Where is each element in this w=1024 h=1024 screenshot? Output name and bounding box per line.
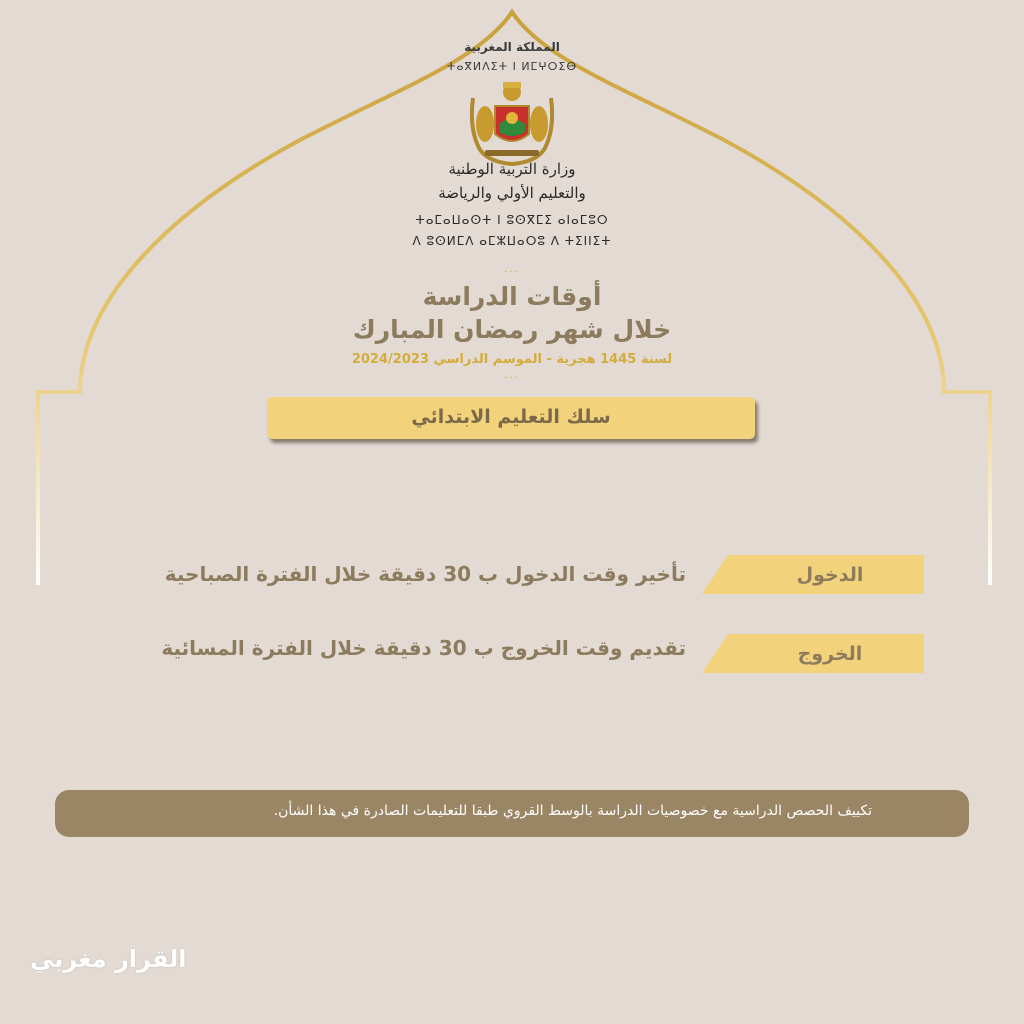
- royal-emblem-icon: [465, 78, 559, 168]
- entry-description: تأخير وقت الدخول ب 30 دقيقة خلال الفترة الصباحية: [164, 562, 686, 586]
- exit-tag-label: الخروج: [797, 643, 863, 665]
- title-line2: خلال شهر رمضان المبارك: [352, 315, 672, 344]
- level-banner-label: سلك التعليم الابتدائي: [411, 406, 611, 428]
- entry-tag-label: الدخول: [796, 564, 864, 586]
- title-line1: أوقات الدراسة: [422, 282, 602, 311]
- ministry-name-arabic-line1: وزارة التربية الوطنية: [448, 160, 576, 178]
- kingdom-name-arabic: المملكة المغربية: [464, 40, 560, 54]
- subtitle: لسنة 1445 هجرية - الموسم الدراسي 2024/2023: [351, 352, 673, 367]
- note-text: تكييف الحصص الدراسية مع خصوصيات الدراسة بالوسط القروي طبقا للتعليمات الصادرة في هذا الشأن.: [273, 803, 872, 819]
- brand-logo: القرار مغربي: [30, 945, 187, 973]
- ministry-name-tifinagh-line2: ⴷ ⵓⵙⵍⵎⴷ ⴰⵎⵣⵡⴰⵔⵓ ⴷ ⵜⵉⵏⵏⵉⵜ: [412, 234, 612, 248]
- kingdom-name-tifinagh: ⵜⴰⴳⵍⴷⵉⵜ ⵏ ⵍⵎⵖⵔⵉⴱ: [446, 60, 578, 73]
- decorative-dots-bottom: ...: [504, 370, 520, 381]
- ministry-name-tifinagh-line1: ⵜⴰⵎⴰⵡⴰⵙⵜ ⵏ ⵓⵙⴳⵎⵉ ⴰⵏⴰⵎⵓⵔ: [415, 213, 609, 227]
- ministry-name-arabic-line2: والتعليم الأولي والرياضة: [438, 184, 586, 202]
- exit-description: تقديم وقت الخروج ب 30 دقيقة خلال الفترة المسائية: [161, 636, 686, 660]
- decorative-dots-top: ...: [504, 264, 520, 275]
